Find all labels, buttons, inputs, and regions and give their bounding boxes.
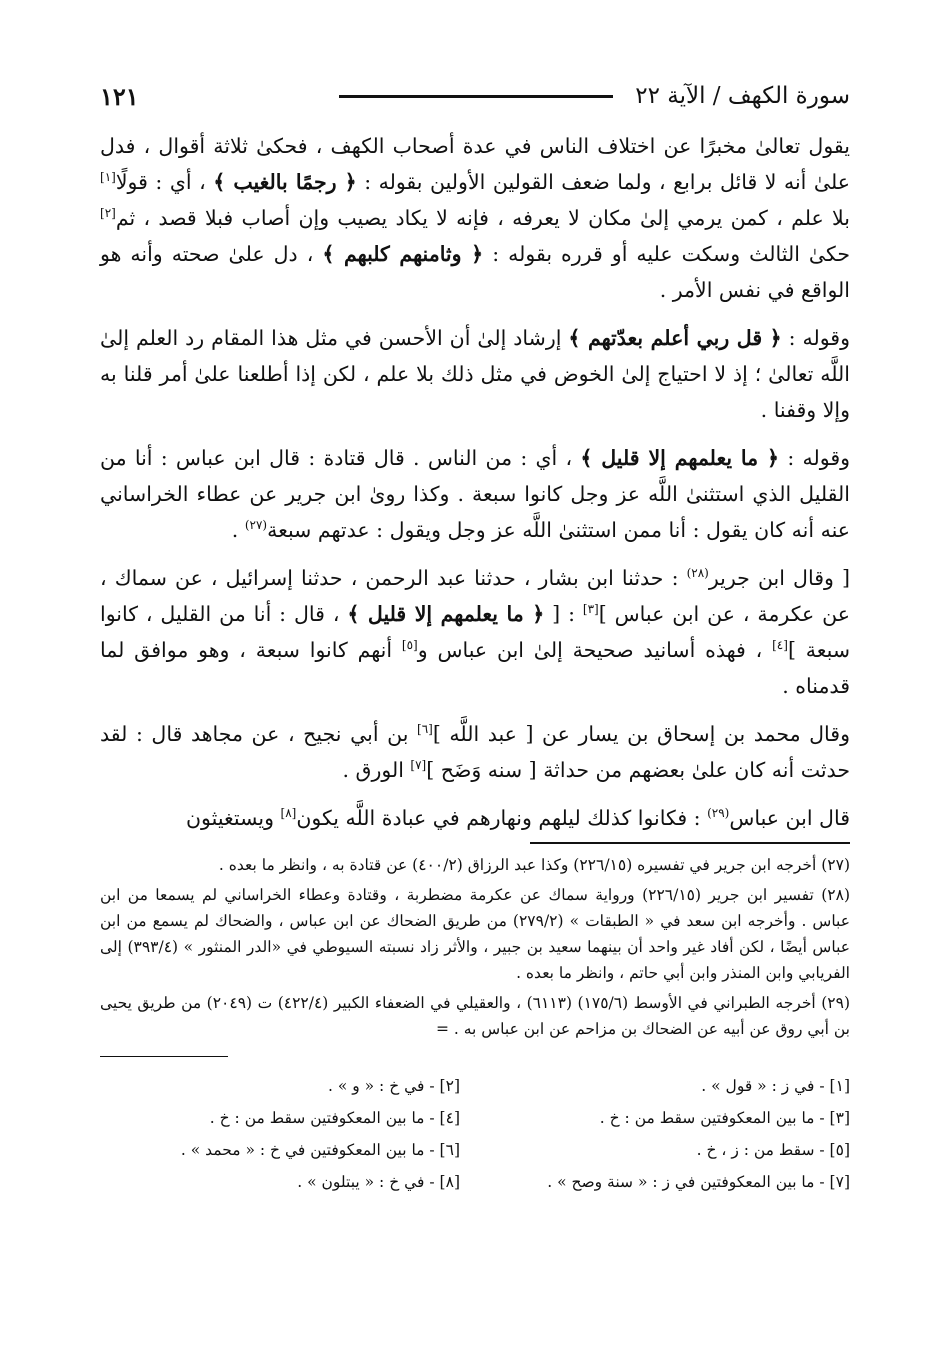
surah-title: سورة الكهف / الآية ٢٢ (635, 83, 850, 109)
note-ref: [٥] (401, 638, 418, 653)
footnote: (٢٧) أخرجه ابن جرير في تفسيره (٢٢٦/١٥) وكذا عبد الرزاق (٤٠٠/٢) عن قتادة به ، وانظر ما بعده . (218, 856, 850, 874)
footnote: (٢٩) أخرجه الطبراني في الأوسط (١٧٥/٦) (٦١١٣) ، والعقيلي في الضعفاء الكبير (٤٢٢/٤) ت (٢٠٤٩) من طريق يحيى بن أبي روق عن أبيه عن الضحاك بن مزاحم عن ابن عباس به . = (100, 994, 850, 1038)
manuscript-note: [٢] - في خ : « و » . (327, 1077, 460, 1095)
paragraph: قال ابن عباس$^{(٢٩)}$ : فكانوا كذلك ليلهم ونهارهم في عبادة اللَّه يكون[٨] ويستغيثون (185, 806, 850, 830)
manuscript-notes (100, 1073, 850, 1195)
paragraph: وقوله : ﴿ قل ربي أعلم بعدّتهم ﴾ إرشاد إلىٰ أن الأحسن في مثل هذا المقام رد العلم إلىٰ اللَّه تعالىٰ ؛ إذ لا احتياج إلىٰ الخوض في مثل ذلك بلا علم ، لكن إذا أطلعنا علىٰ أمر قلنا به وإلا وقفنا . (100, 326, 850, 422)
paragraph: وقوله : ﴿ ما يعلمهم إلا قليل ﴾ ، أي : من الناس . قال قتادة : قال ابن عباس : أنا من القليل الذي استثنىٰ اللَّه عز وجل كانوا سبعة . وكذا روىٰ ابن جرير عن عطاء الخراساني عنه أنه كان يقول : أنا ممن استثنىٰ اللَّه عز وجل ويقول : عدتهم سبعة$^{(٢٧)}$ . (100, 446, 851, 542)
quran-quote: ﴿ وثامنهم كلبهم ﴾ (322, 242, 484, 266)
note-ref: [١] (100, 170, 116, 185)
footnote-divider (530, 842, 850, 844)
manuscript-note: [٥] - سقط من : ز ، خ . (696, 1141, 850, 1159)
note-ref: [٤] (772, 638, 788, 653)
quran-quote: ﴿ قل ربي أعلم بعدّتهم ﴾ (568, 326, 782, 350)
footnote-ref: (٢٧) (244, 518, 268, 533)
manuscript-note: [٤] - ما بين المعكوفتين سقط من : خ . (209, 1109, 460, 1127)
note-ref: [٣] (582, 602, 599, 617)
manuscript-note: [١] - في ز : « قول » . (701, 1077, 850, 1095)
quran-quote: ﴿ رجمًا بالغيب ﴾ (213, 170, 357, 194)
body-text (100, 128, 850, 836)
quran-quote: ﴿ ما يعلمهم إلا قليل ﴾ (580, 446, 780, 470)
note-ref: [٧] (410, 758, 427, 773)
manuscript-note: [٨] - في خ : « يبتلون » . (297, 1173, 460, 1191)
notes-divider (100, 1056, 228, 1057)
running-header (100, 78, 850, 114)
footnotes (100, 852, 850, 1042)
note-ref: [٢] (100, 206, 116, 221)
footnote-ref: (٢٨) (686, 566, 709, 581)
manuscript-note: [٦] - ما بين المعكوفتين في خ : « محمد » . (180, 1141, 460, 1159)
page-number: ١٢١ (100, 81, 139, 111)
manuscript-note: [٣] - ما بين المعكوفتين سقط من : خ . (599, 1109, 850, 1127)
paragraph: [ وقال ابن جرير$^{(٢٨)}$ : حدثنا ابن بشار ، حدثنا عبد الرحمن ، حدثنا إسرائيل ، عن سماك ، عن عكرمة ، عن ابن عباس ][٣] : [ ﴿ ما يعلمهم إلا قليل ﴾ ، قال : أنا من القليل ، كانوا سبعة ][٤] ، فهذه أسانيد صحيحة إلىٰ ابن عباس و[٥] أنهم كانوا سبعة ، وهو موافق لما قدمناه . (100, 566, 850, 698)
note-ref: [٨] (280, 806, 297, 821)
footnote-ref: (٢٩) (707, 806, 730, 821)
footnote: (٢٨) تفسير ابن جرير (٢٢٦/١٥) ورواية سماك عن عكرمة مضطربة ، وقتادة وعطاء الخراساني لم يسمعا من ابن عباس . وأخرجه ابن سعد في « الطبقات » (٢٧٩/٢) من طريق الضحاك عن ابن عباس ، والضحاك لم يسمع من ابن عباس أيضًا ، لكن أفاد غير واحد أن بينهما سعيد بن جبير ، والأثر زاد نسبته السيوطي في «الدر المنثور » (٣٩٣/٤) إلى الفريابي وابن المنذر وابن أبي حاتم ، وانظر ما بعده . (100, 886, 850, 982)
note-ref: [٦] (417, 722, 433, 737)
manuscript-note: [٧] - ما بين المعكوفتين في ز : « سنة وصح » . (547, 1173, 850, 1191)
paragraph: وقال محمد بن إسحاق بن يسار عن [ عبد اللَّه ][٦] بن أبي نجيح ، عن مجاهد قال : لقد حدثت أنه كان علىٰ بعضهم من حداثة [ سنه وَضَح ][٧] الورق . (100, 722, 851, 782)
paragraph: يقول تعالىٰ مخبرًا عن اختلاف الناس في عدة أصحاب الكهف ، فحكىٰ ثلاثة أقوال ، فدل علىٰ أنه لا قائل برابع ، ولما ضعف القولين الأولين بقوله : ﴿ رجمًا بالغيب ﴾ ، أي : قولًا[١] بلا علم ، كمن يرمي إلىٰ مكان لا يعرفه ، فإنه لا يكاد يصيب وإن أصاب فبلا قصد ، ثم[٢] حكىٰ الثالث وسكت عليه أو قرره بقوله : ﴿ وثامنهم كلبهم ﴾ ، دل علىٰ صحته وأنه هو الواقع في نفس الأمر . (100, 134, 850, 302)
header-rule (339, 95, 614, 98)
quran-quote: ﴿ ما يعلمهم إلا قليل ﴾ (347, 602, 545, 626)
